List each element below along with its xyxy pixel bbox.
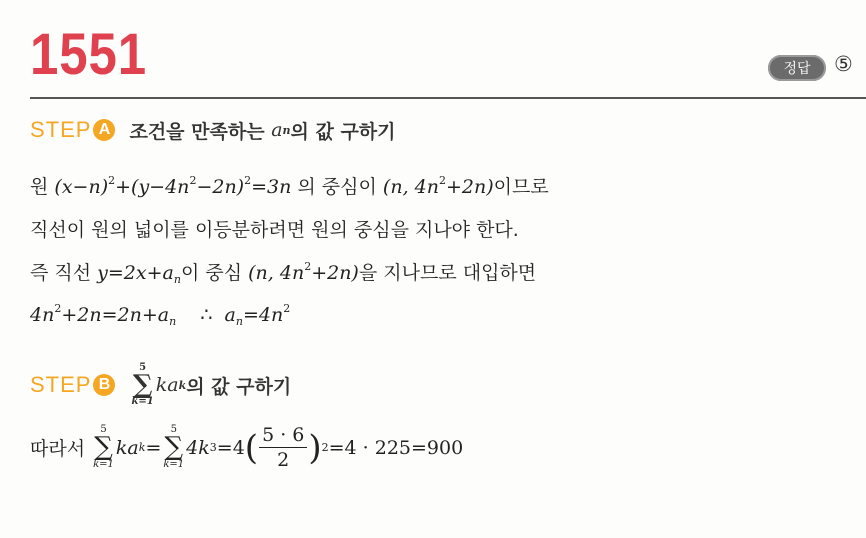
exponent: 3 [209,441,217,454]
exponent: 2 [283,302,291,315]
math: (n, 4n [382,176,439,198]
solution-line-5 [30,424,463,471]
math: + [115,176,132,198]
step-a-var: a [271,119,283,141]
text: 즉 직선 [30,262,92,284]
math: =4n [242,304,284,326]
step-a-heading [30,112,396,148]
subscript: n [169,315,177,328]
math: =3n [251,176,292,198]
step-a-sub: n [282,123,291,137]
summation [93,425,114,470]
math: −2n) [196,176,245,198]
exponent: 2 [189,174,197,187]
sum-lower-limit: k=1 [131,396,154,408]
step-b-title-tail: 의 값 구하기 [186,375,292,398]
solution-line-2: 직선이 원의 넓이를 이등분하려면 원의 중심을 지나야 한다. [30,219,519,241]
sigma-symbol: ∑ [164,432,184,463]
problem-number: 1551 [30,22,148,87]
text: 이 중심 [180,262,243,284]
exponent: 2 [108,174,116,187]
math: (y−4n [131,176,190,198]
sum-lower-limit: k=1 [93,458,114,470]
math: ka [115,436,139,459]
subscript: k [178,378,187,392]
answer-value: ⑤ [834,52,853,76]
answer-badge: 정답 [768,55,826,81]
step-b-heading [30,360,291,410]
subscript: n [235,315,243,328]
math: =4 [216,436,245,459]
sigma-symbol: ∑ [94,432,113,463]
exponent: 2 [304,260,312,273]
summation [163,425,184,470]
therefore-symbol: ∴ [200,304,213,326]
exponent: 2 [54,302,62,315]
exponent: 2 [438,174,446,187]
step-a-title: 조건을 만족하는 [129,120,265,143]
step-b-badge: B [93,374,115,396]
math: 4k [186,436,210,459]
step-b-label: STEP [30,372,92,397]
sum-upper-limit: 5 [100,424,107,436]
solution-line-3 [30,258,536,286]
sum-lower-limit: k=1 [163,458,185,470]
step-a-title-tail: 의 값 구하기 [290,120,396,143]
math: +2n) [445,176,494,198]
subscript: n [173,273,181,286]
math: 4n [30,304,55,326]
text: 을 지나므로 대입하면 [358,262,537,284]
math: =4 · 225=900 [328,436,464,459]
math: a [167,374,179,396]
math: +2n) [311,262,359,284]
sum-upper-limit: 5 [170,424,177,436]
math: (x−n) [54,176,109,198]
math: y=2x+a [97,262,174,284]
step-a-label: STEP [30,117,92,142]
math: k [155,374,168,396]
solution-line-4 [30,302,290,328]
solution-line-1 [30,172,549,199]
text: 원 [30,176,49,198]
math: +2n=2n+a [61,304,170,326]
left-paren: ( [244,427,259,468]
math: a [224,304,236,326]
right-paren: ) [308,427,322,468]
fraction-numerator: 5 · 6 [259,424,307,448]
exponent: 2 [244,174,252,187]
text: 의 중심이 [297,176,377,198]
summation [131,363,153,408]
fraction [259,424,307,471]
math: (n, 4n [248,262,305,284]
exponent: 2 [321,441,329,454]
text: 따라서 [30,438,86,460]
step-a-badge: A [93,119,115,141]
header-divider [30,97,866,99]
sum-upper-limit: 5 [139,361,147,373]
math: = [145,436,162,459]
text: 이므로 [493,176,549,198]
sigma-symbol: ∑ [132,369,153,400]
fraction-denominator: 2 [277,449,290,471]
subscript: k [138,441,146,454]
